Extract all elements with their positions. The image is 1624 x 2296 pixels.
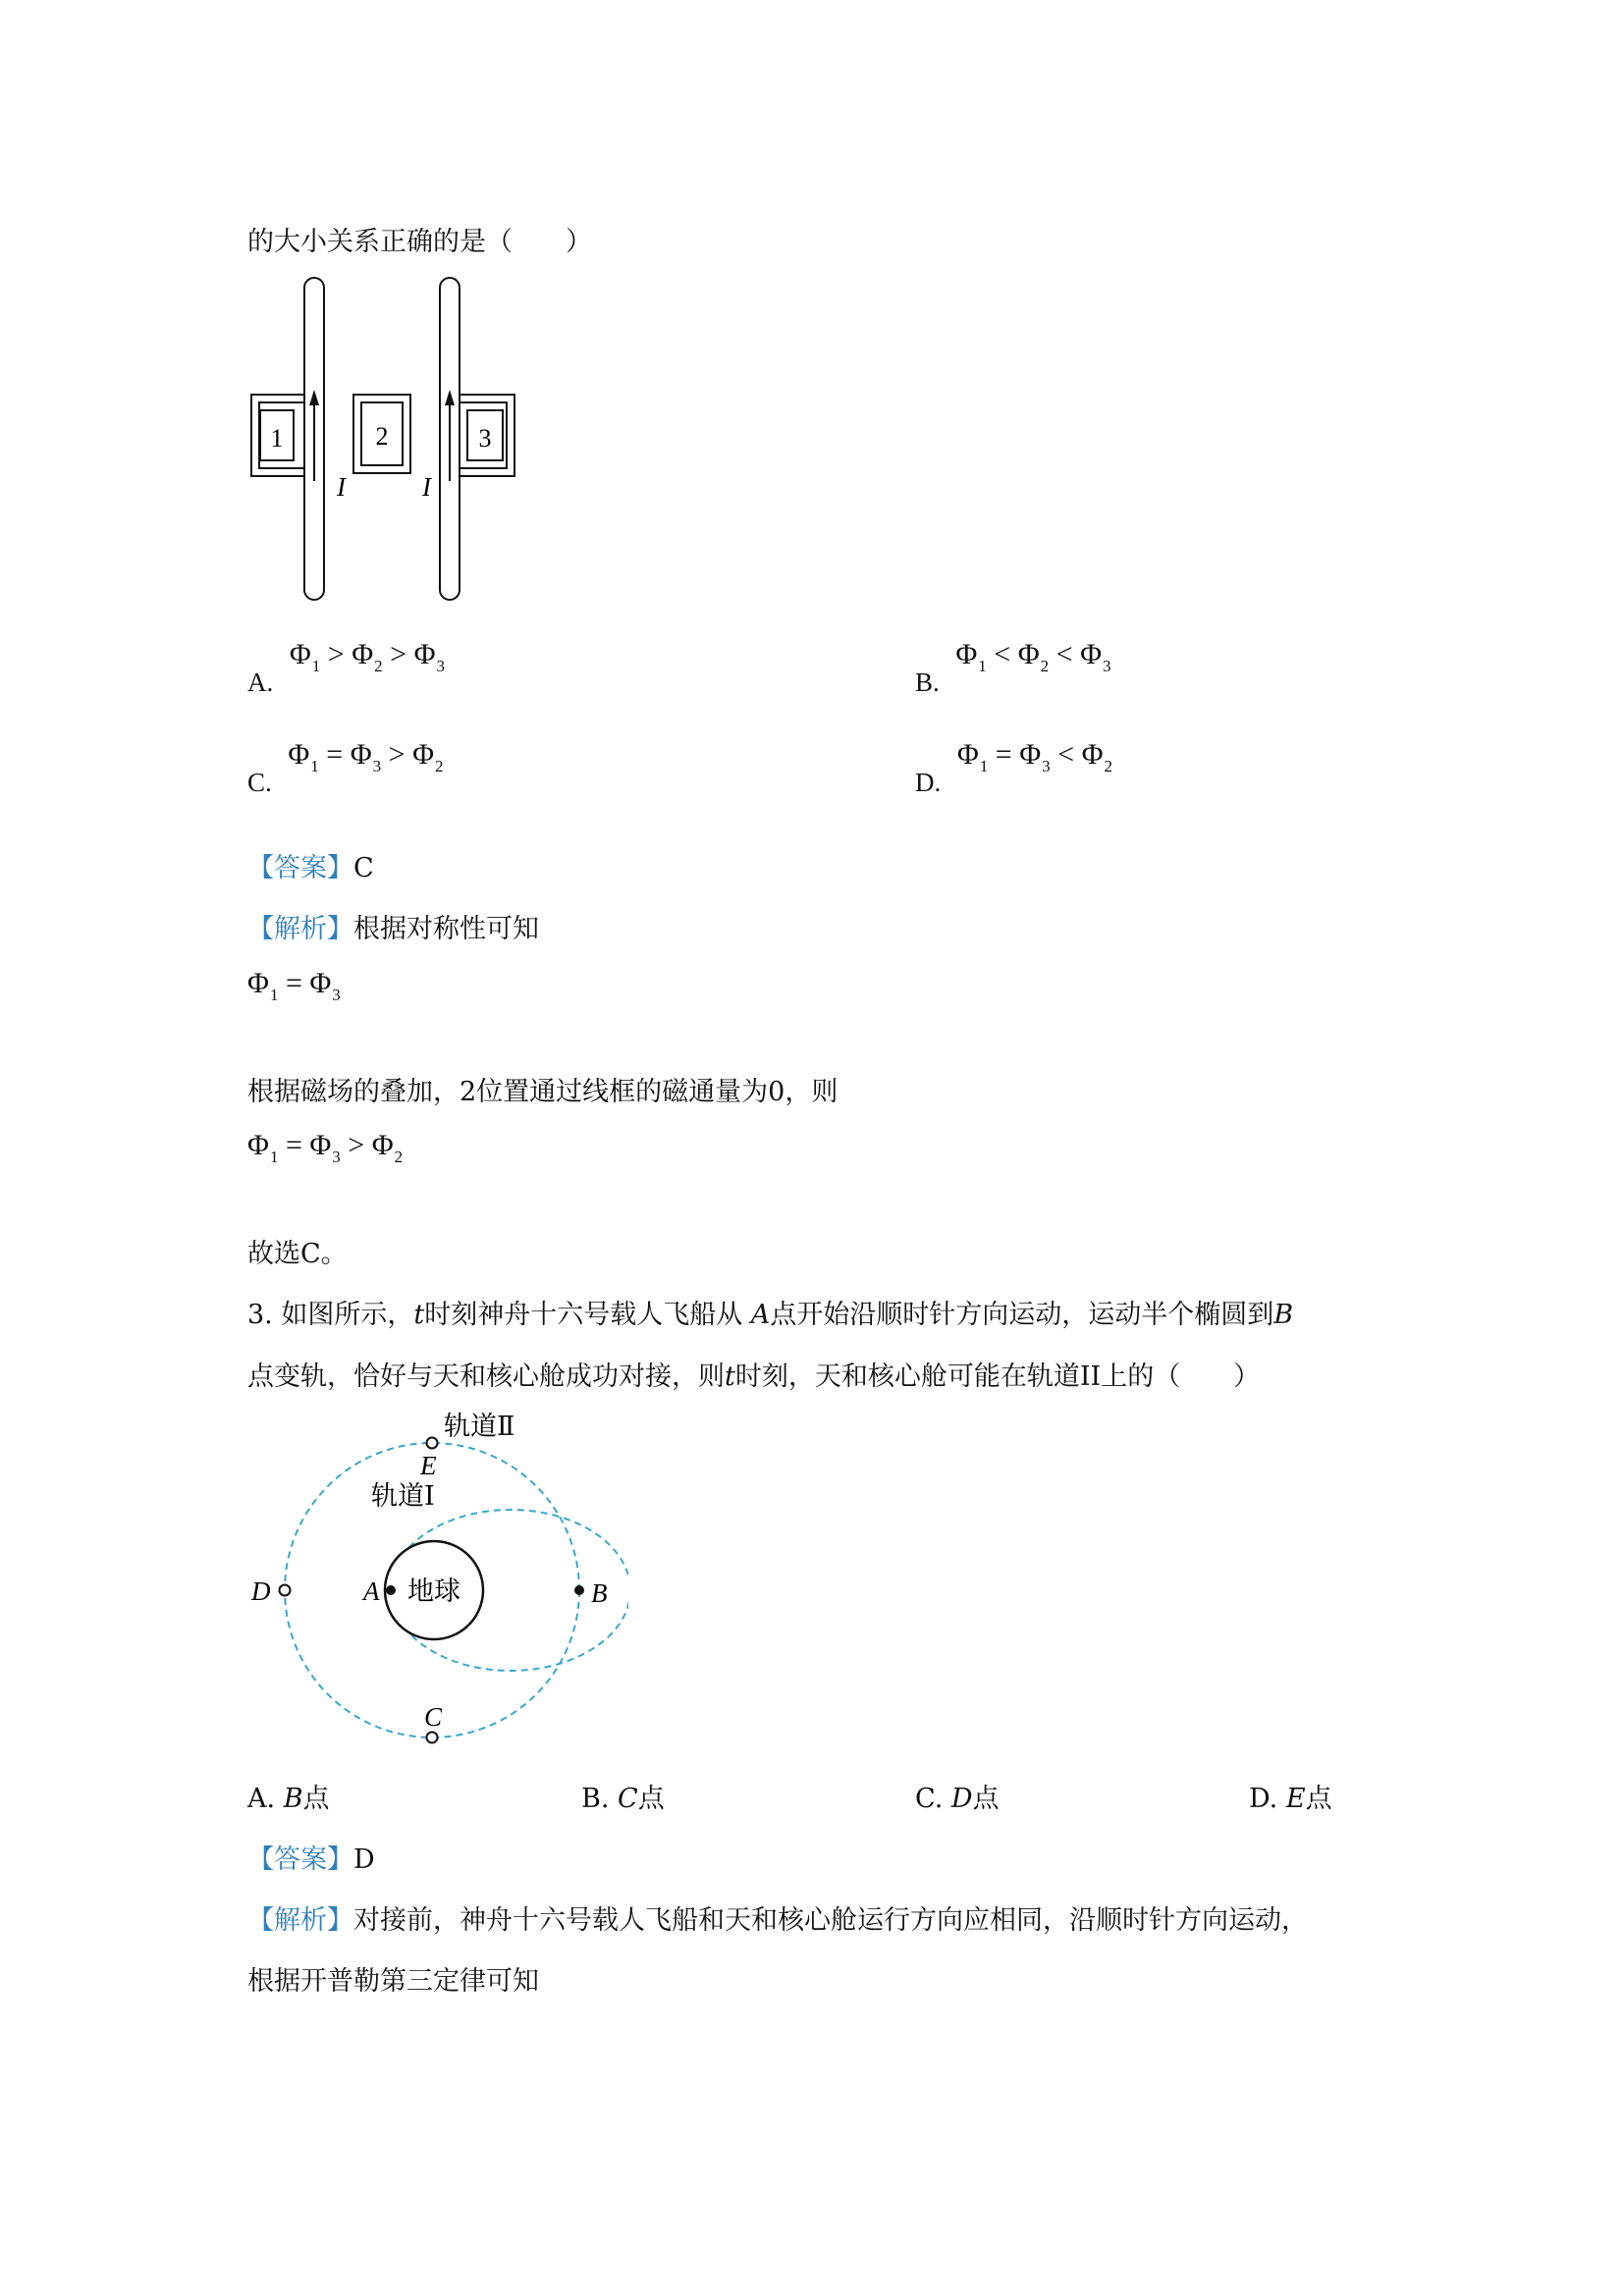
q2-option-c[interactable]: C. $\Phi_1 = \Phi_3 > \Phi_2$ <box>247 738 444 797</box>
q3-analysis-line2: 根据开普勒第三定律可知 <box>247 1966 539 1997</box>
label-orbit-2: 轨道Ⅱ <box>444 1412 515 1441</box>
option-label: B. <box>915 667 940 697</box>
point-a <box>386 1585 396 1595</box>
q2-conclusion: 故选C。 <box>247 1239 348 1269</box>
analysis-tag: 【解析】 <box>247 914 353 944</box>
frame-2-label: 2 <box>375 422 389 451</box>
q3-stem-line1: 3. 如图所示，t时刻神舟十六号载人飞船从 A点开始沿顺时针方向运动，运动半个椭圆到B <box>247 1300 1294 1330</box>
label-c: C <box>424 1702 443 1732</box>
answer-value: C <box>353 853 374 883</box>
earth-label: 地球 <box>407 1576 460 1606</box>
q3-analysis-line1: 【解析】对接前，神舟十六号载人飞船和天和核心舱运行方向应相同，沿顺时针方向运动， <box>247 1905 1308 1936</box>
option-label: C. <box>247 768 272 797</box>
q2-option-b[interactable]: B. $\Phi_1 < \Phi_2 < \Phi_3$ <box>915 638 1111 697</box>
frame-1 <box>251 395 304 476</box>
q2-answer <box>247 846 374 884</box>
frame-2 <box>353 395 410 473</box>
label-b: B <box>591 1578 608 1608</box>
current-label-right: I <box>422 472 431 502</box>
label-orbit-1: 轨道Ⅰ <box>371 1481 435 1511</box>
analysis-tag: 【解析】 <box>247 1905 353 1936</box>
point-e <box>427 1438 438 1449</box>
option-label: D. <box>915 768 942 797</box>
answer-value: D <box>353 1844 375 1875</box>
point-d <box>280 1585 291 1596</box>
q2-stem-tail: 的大小关系正确的是（ ） <box>247 227 592 257</box>
q3-option-c[interactable]: C. D点 <box>915 1784 1000 1814</box>
point-b <box>574 1585 584 1595</box>
point-c <box>427 1733 438 1743</box>
q2-option-d[interactable]: D. $\Phi_1 = \Phi_3 < \Phi_2$ <box>915 738 1112 797</box>
q2-option-a[interactable]: A. $\Phi_1 > \Phi_2 > \Phi_3$ <box>247 638 445 697</box>
q2-equation-1: $\Phi_1 = \Phi_3$ <box>247 967 341 1004</box>
q3-option-d[interactable]: D. E点 <box>1249 1784 1332 1814</box>
q2-figure-wires-frames <box>245 270 530 609</box>
q3-option-a[interactable]: A. B点 <box>247 1784 330 1814</box>
answer-tag: 【答案】 <box>247 853 353 883</box>
current-label-left: I <box>337 472 346 502</box>
q2-equation-2: $\Phi_1 = \Phi_3 > \Phi_2$ <box>247 1129 404 1166</box>
answer-tag: 【答案】 <box>247 1844 353 1875</box>
q3-answer <box>247 1838 375 1876</box>
frame-3-label: 3 <box>478 424 492 453</box>
q3-orbit-figure <box>245 1404 628 1752</box>
q3-stem-line2: 点变轨，恰好与天和核心舱成功对接，则t时刻，天和核心舱可能在轨道II上的（ ） <box>247 1362 1261 1392</box>
q2-analysis-line2: 根据磁场的叠加，2位置通过线框的磁通量为0，则 <box>247 1077 839 1107</box>
q3-option-b[interactable]: B. C点 <box>581 1784 665 1814</box>
label-a: A <box>363 1576 380 1606</box>
option-label: A. <box>247 667 274 697</box>
label-d: D <box>251 1576 271 1606</box>
q2-analysis-line1: 【解析】根据对称性可知 <box>247 914 539 944</box>
label-e: E <box>420 1451 437 1480</box>
frame-1-label: 1 <box>270 424 284 453</box>
frame-3 <box>460 395 514 476</box>
